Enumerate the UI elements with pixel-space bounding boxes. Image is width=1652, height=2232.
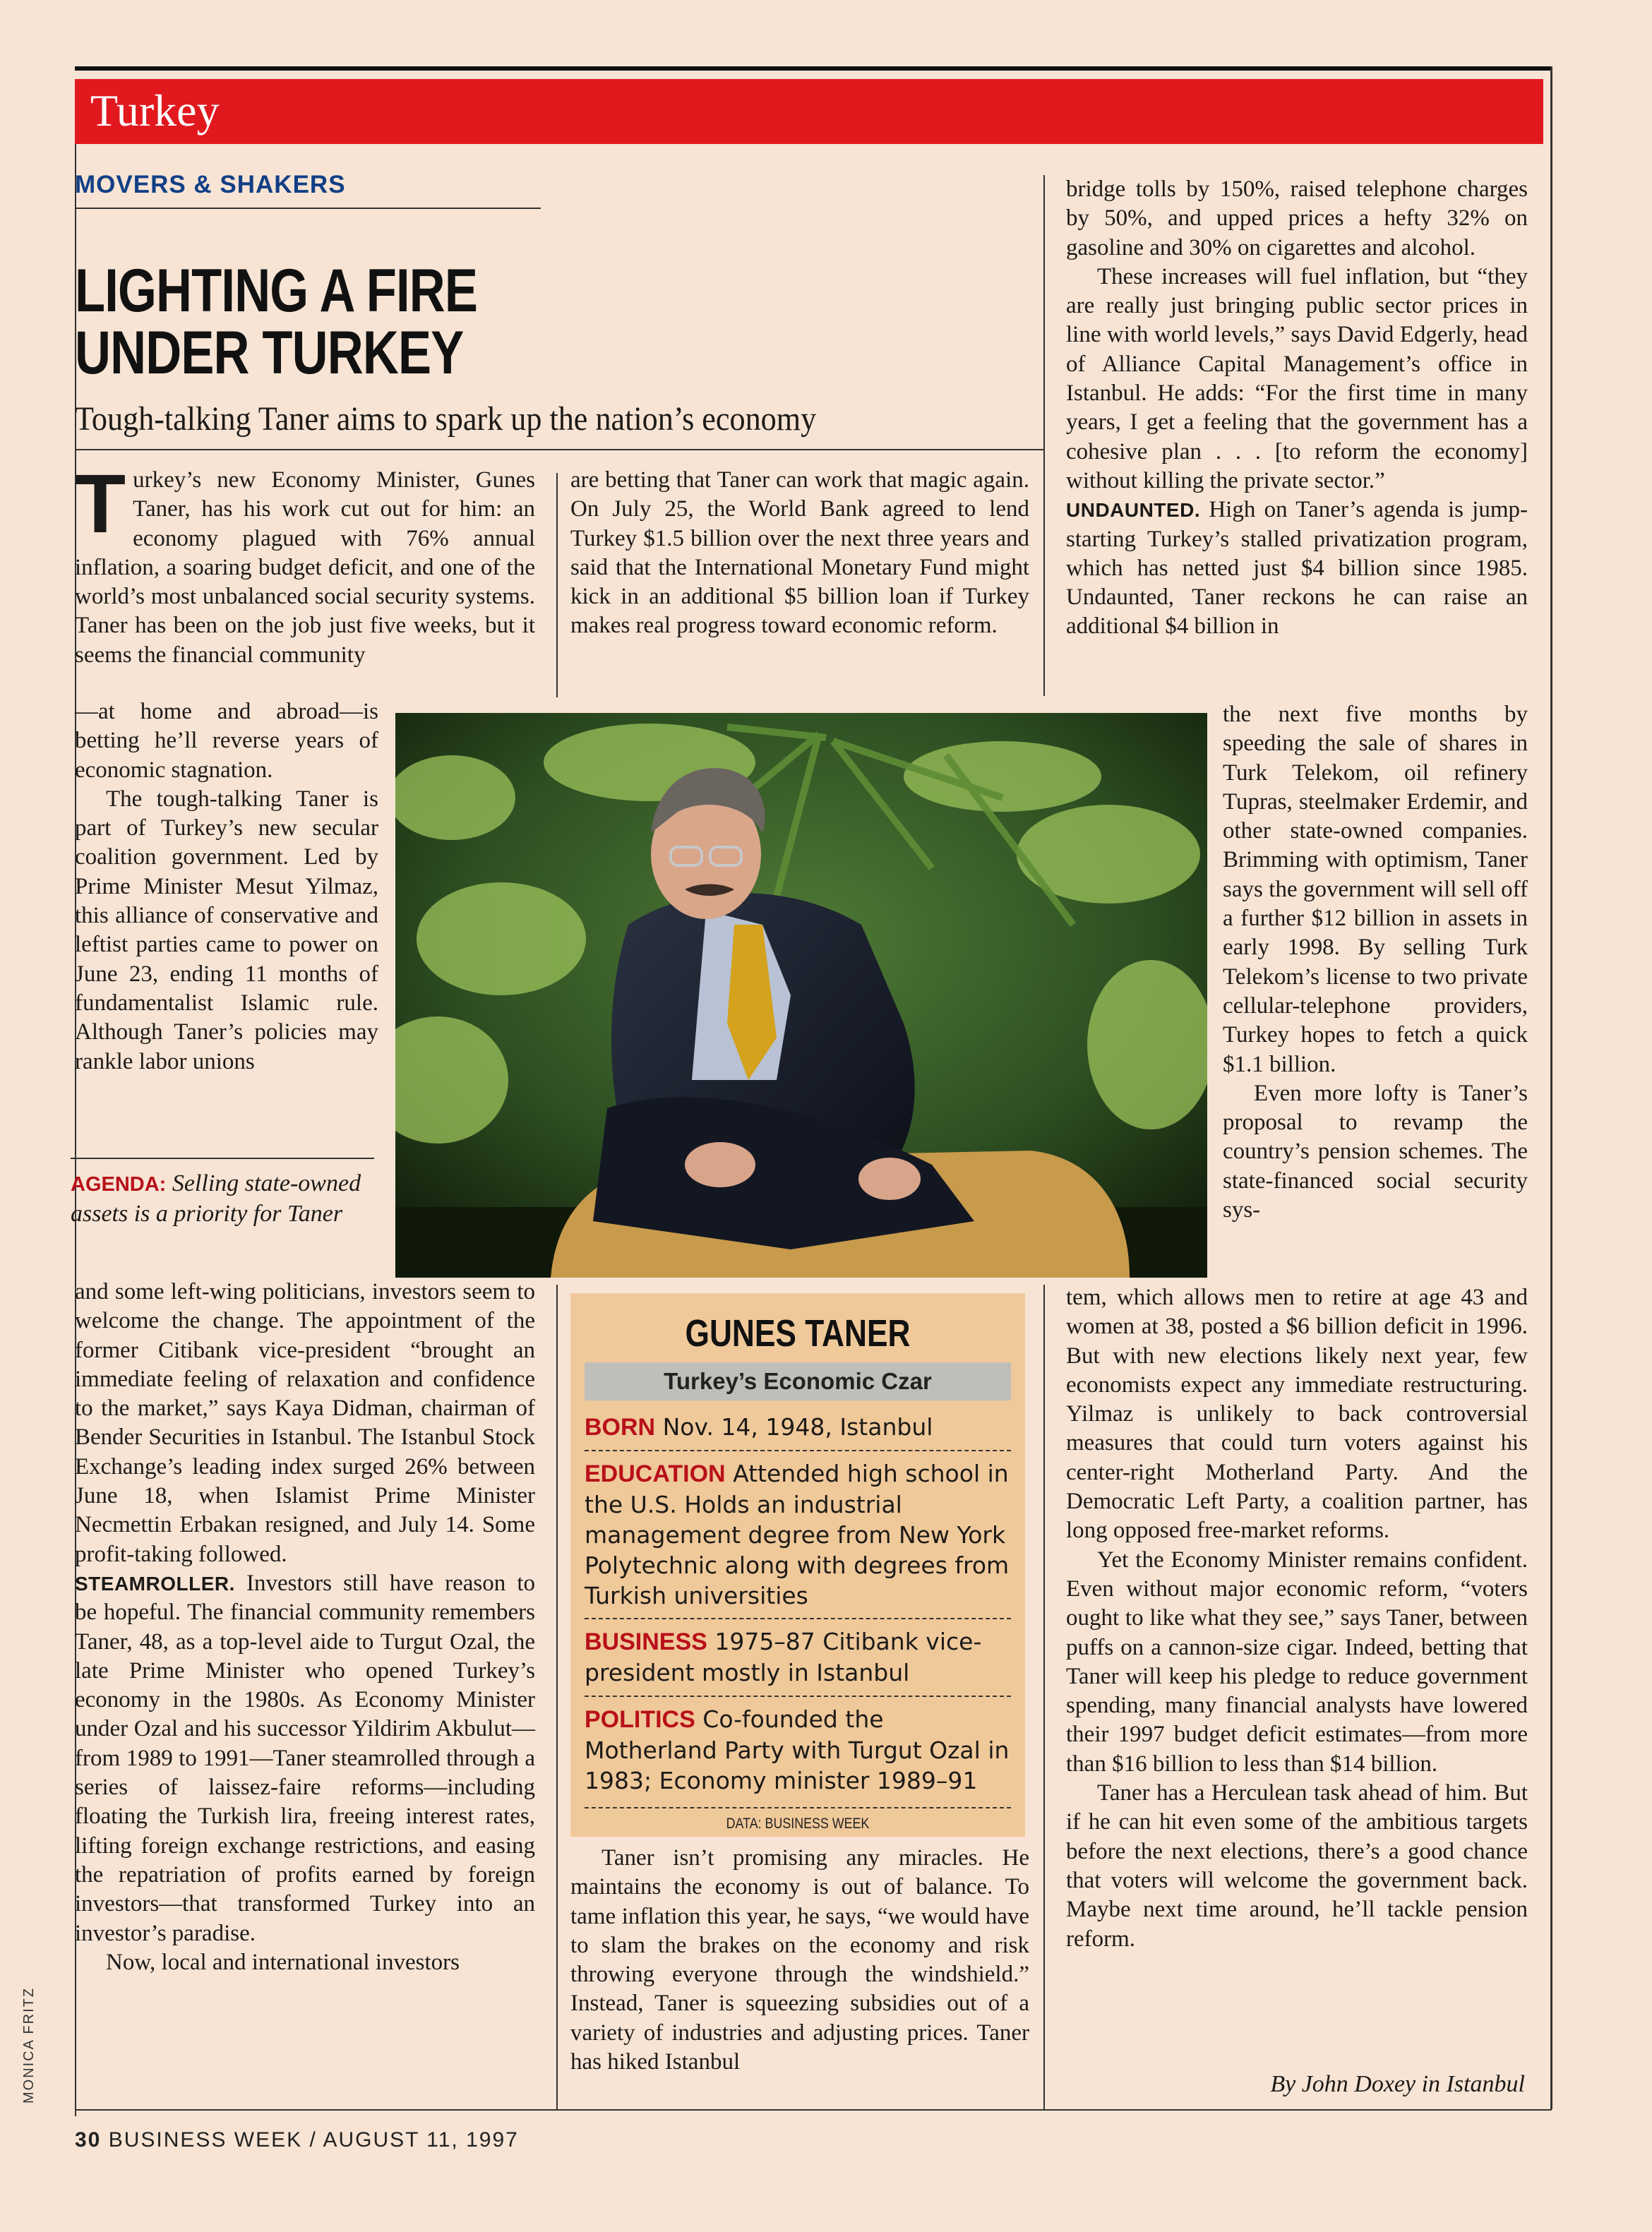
caption-text: Selling state-owned assets is a priority for Taner — [71, 1170, 361, 1227]
headline-line-2: UNDER TURKEY — [75, 319, 464, 387]
sidebar-business: BUSINESS 1975–87 Citibank vice-president mostly in Istanbul — [585, 1628, 982, 1686]
drop-cap: T — [75, 457, 126, 551]
article-paragraph: and some left-wing politicians, investors seem to welcome the change. The appointment of the former Citibank vice-president “brought an immediate feeling of relaxation and confidence to the market,” says Kaya Didman, chairman of Bender Securities in Istanbul. The Istanbul Stock Exchange’s leading index surged 26% between June 18, when Islamist Prime Minister Necmettin Erbakan resigned, and July 14. Some profit-taking followed. — [75, 1279, 535, 1567]
column-divider-1-bottom — [556, 1285, 558, 2109]
run-in-head: UNDAUNTED. — [1066, 499, 1201, 522]
right-border — [1550, 66, 1552, 2109]
article-paragraph: STEAMROLLER. Investors still have reason to be hopeful. The financial community remembers Taner, 48, as a top-level aide to Turgut Ozal, the late Prime Minister who opened Turkey’s economy in the 1980s. As Economy Minister under Ozal and his successor Yildirim Akbulut—from 1989 to 1991—Taner steamrolled through a series of laissez-faire reforms—including floating the Turkish lira, freeing interest rates, lifting foreign exchange restrictions, and easing the repatriation of profits earned by foreign investors—that transformed Turkey into an investor’s paradise. — [75, 1570, 535, 1946]
sidebar-politics: POLITICS Co-founded the Motherland Party with Turgut Ozal in 1983; Economy minister 1989–91 — [585, 1705, 1010, 1794]
article-paragraph: the next five months by speeding the sale of shares in Turk Telekom, oil refinery Tupras, steelmaker Erdemir, and other state-owned companies. Brimming with optimism, Taner says the government will sell off a further $12 billion in assets in early 1998. By selling Turk Telekom’s license to two private cellular-telephone providers, Turkey hopes to fetch a quick $1.1 billion. — [1223, 702, 1528, 1077]
publication-info: BUSINESS WEEK / AUGUST 11, 1997 — [108, 2128, 519, 2152]
kicker-rule — [75, 208, 541, 209]
education-label: EDUCATION — [585, 1460, 726, 1487]
article-paragraph: tem, which allows men to retire at age 43 and women at 38, posted a $6 billion deficit in 1996. But with new elections likely next year, few economists expect any immediate restructuring. Yilmaz is unlikely to back controversial measures that could turn voters against his center-right Motherland Party. And the Democratic Left Party, a coalition partner, has long opposed free-market reforms. — [1066, 1285, 1528, 1544]
headline — [75, 257, 480, 387]
article-paragraph: These increases will fuel inflation, but “they are really just bringing public sector prices in line with world levels,” says David Edgerly, head of Alliance Capital Management’s office in Istanbul. He adds: “For the first time in many years, I get a feeling that the government has a cohesive plan . . . [to reform the economy] without killing the private sector.” — [1066, 263, 1528, 493]
article-paragraph: bridge tolls by 150%, raised telephone charges by 50%, and upped prices a hefty 32% on gasoline and 30% on cigarettes and alcohol. — [1066, 176, 1528, 260]
dashed-divider — [585, 1618, 1011, 1619]
article-paragraph: UNDAUNTED. High on Taner’s agenda is jump-starting Turkey’s stalled privatization program, which has netted just $4 billion since 1985. Undaunted, Taner reckons he can raise an additional $4 billion in — [1066, 497, 1528, 640]
section-banner — [75, 79, 1543, 144]
page-number: 30 — [75, 2128, 102, 2152]
article-paragraph: Taner isn’t promising any miracles. He maintains the economy is out of balance. To tame inflation this year, he says, “we would have to slam the brakes on the economy and risk throwing everyone through the windshield.” Instead, Taner is squeezing subsidies out of a variety of industries and adjusting prices. Taner has hiked Istanbul — [570, 1845, 1029, 2075]
sidebar-education: EDUCATION Attended high school in the U.S. Holds an industrial management degree from New York Polytechnic along with degrees from Turkish universities — [585, 1460, 1010, 1609]
column-divider-1-top — [556, 473, 558, 697]
subhead-rule — [75, 449, 1043, 450]
kicker: MOVERS & SHAKERS — [75, 171, 346, 198]
article-paragraph: are betting that Taner can work that magic again. On July 25, the World Bank agreed to lend Turkey $1.5 billion over the next three years and said that the International Monetary Fund might kick in an additional $5 billion loan if Turkey makes real progress toward economic reform. — [570, 467, 1029, 639]
article-paragraph: Turkey’s new Economy Minister, Gunes Taner, has his work cut out for him: an economy plagued with 76% annual inflation, a soaring budget deficit, and one of the world’s most unbalanced social security systems. Taner has been on the job just five weeks, but it seems the financial community — [75, 457, 535, 668]
headline-line-1: LIGHTING A FIRE — [75, 257, 478, 325]
politics-label: POLITICS — [585, 1706, 695, 1733]
column-3-top — [1066, 175, 1528, 642]
bottom-rule — [75, 2109, 1552, 2111]
run-in-head: STEAMROLLER. — [75, 1572, 235, 1595]
dashed-divider — [585, 1807, 1011, 1808]
article-paragraph: The tough-talking Taner is part of Turkey’s new secular coalition government. Led by Prime Minister Mesut Yilmaz, this alliance of conservative and leftist parties came to power on June 23, ending 11 months of fundamentalist Islamic rule. Although Taner’s policies may rankle labor unions — [75, 786, 378, 1074]
article-paragraph: —at home and abroad—is betting he’ll reverse years of economic stagnation. — [75, 699, 378, 783]
column-divider-2-bottom — [1043, 1285, 1045, 2109]
column-1-top — [75, 457, 535, 670]
column-3-wrap — [1223, 700, 1528, 1225]
column-1-bottom — [75, 1278, 535, 1977]
photo-credit: MONICA FRITZ — [21, 1986, 37, 2104]
column-2-top — [570, 466, 1029, 641]
column-2-bottom — [570, 1844, 1029, 2077]
article-paragraph: Taner has a Herculean task ahead of him. But if he can hit even some of the ambitious targets before the next elections, there’s a good chance that voters will welcome the government back. Maybe next time around, he’ll tackle pension reform. — [1066, 1780, 1528, 1952]
dashed-divider — [585, 1696, 1011, 1697]
business-label: BUSINESS — [585, 1628, 707, 1655]
born-label: BORN — [585, 1414, 656, 1441]
caption-rule — [71, 1158, 374, 1159]
article-paragraph: Yet the Economy Minister remains confident. Even without major economic reform, “voters ought to like what they see,” says Taner, between puffs on a cannon-size cigar. Indeed, betting that Taner will keep his pledge to reduce government spending, many financial analysts have lowered their 1997 budget deficit estimates—from more than $16 billion to less than $14 billion. — [1066, 1547, 1528, 1777]
photo-caption — [71, 1169, 381, 1229]
article-paragraph: Now, local and international investors — [106, 1949, 460, 1975]
article-paragraph: Even more lofty is Taner’s proposal to revamp the country’s pension schemes. The state-financed social security sys- — [1223, 1080, 1528, 1223]
sidebar-born: BORN Nov. 14, 1948, Istanbul — [585, 1413, 933, 1441]
taner-portrait-photo — [395, 713, 1207, 1278]
column-1-wrap — [75, 697, 378, 1076]
subhead: Tough-talking Taner aims to spark up the nation’s economy — [75, 400, 817, 438]
sidebar-source: DATA: BUSINESS WEEK — [726, 1816, 870, 1832]
top-rule — [75, 66, 1550, 71]
sidebar-name: GUNES TANER — [685, 1312, 911, 1355]
caption-label: AGENDA: — [71, 1173, 167, 1196]
dashed-divider — [585, 1450, 1011, 1451]
column-3-bottom — [1066, 1283, 1528, 1954]
byline: By John Doxey in Istanbul — [1270, 2071, 1525, 2097]
sidebar-subtitle: Turkey’s Economic Czar — [585, 1362, 1011, 1400]
page-footer — [75, 2128, 519, 2152]
profile-sidebar — [570, 1293, 1025, 1837]
section-title: Turkey — [90, 85, 220, 136]
